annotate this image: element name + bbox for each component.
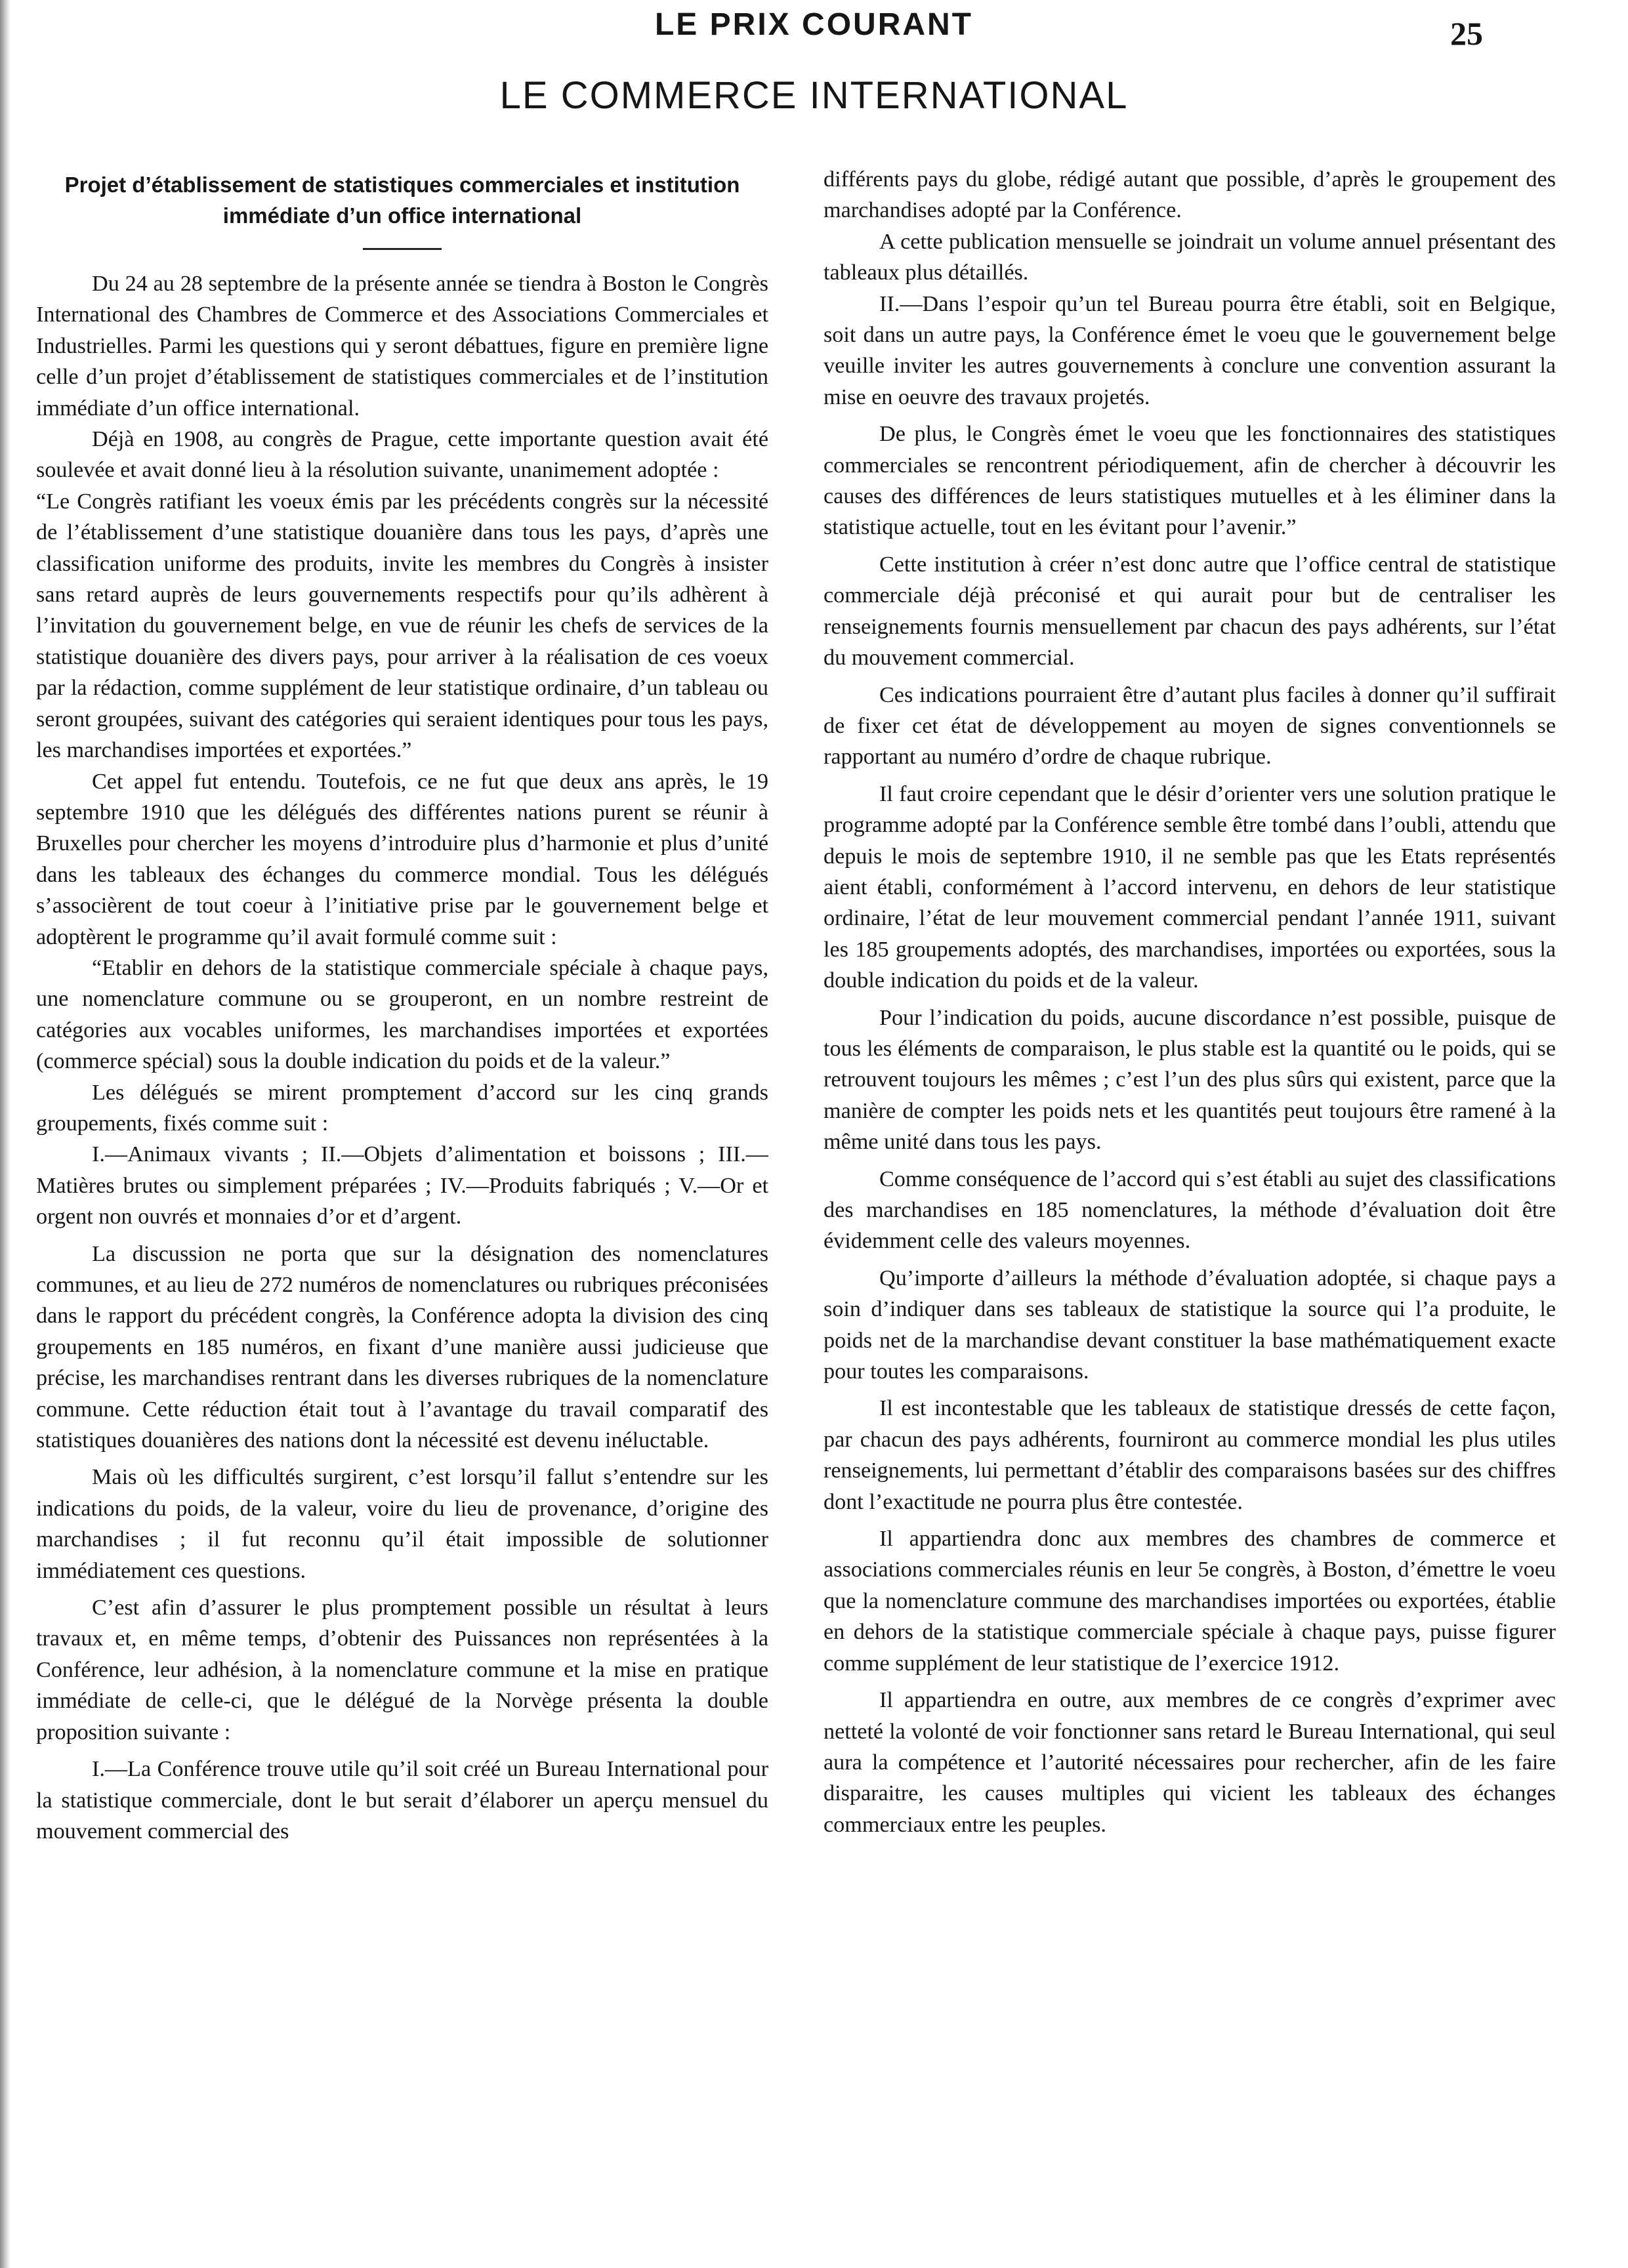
paragraph: Cette institution à créer n’est donc autre que l’office central de statistique commerciale déjà préconisé et qui aurait pour but de centraliser les renseignements fournis mensuellement par chacun des pays adhérents, sur l’état du mouvement commercial. xyxy=(824,552,1556,670)
paragraph: Mais où les difficultés surgirent, c’est lorsqu’il fallut s’entendre sur les indications du poids, de la valeur, voire du lieu de provenance, d’origine des marchandises ; il fut reconnu qu’il était impossible de solutionner immédiatement ces questions. xyxy=(36,1465,768,1583)
paragraph: C’est afin d’assurer le plus promptement possible un résultat à leurs travaux et, en même temps, d’obtenir des Puissances non représentées à la Conférence, leur adhésion, à la nomenclature commune et la mise en pratique immédiate de celle-ci, que le délégué de la Norvège présenta la double proposition suivante : xyxy=(36,1596,768,1744)
left-column xyxy=(36,164,768,2231)
paragraph: Il appartiendra donc aux membres des chambres de commerce et associations commerciales réunis en leur 5e congrès, à Boston, d’émettre le voeu que la nomenclature commune des marchandises importées ou exportées, établie en dehors de la statistique commerciale spéciale à chaque pays, puisse figurer comme supplément de leur statistique de l’exercice 1912. xyxy=(824,1527,1556,1676)
paragraph: Il faut croire cependant que le désir d’orienter vers une solution pratique le programme adopté par la Conférence semble être tombé dans l’oubli, attendu que depuis le mois de septembre 1910, il ne semble pas que les Etats représentés aient établi, conformément à l’accord intervenu, en dehors de leur statistique ordinaire, l’état de leur mouvement commercial pendant l’année 1911, suivant les 185 groupements adoptés, des marchandises, importées ou exportées, sous la double indication du poids et de la valeur. xyxy=(824,781,1556,993)
paragraph: Ces indications pourraient être d’autant plus faciles à donner qu’il suffirait de fixer cet état de développement au moyen de signes conventionnels se rapportant au numéro d’ordre de chaque rubrique. xyxy=(824,682,1556,770)
scan-edge-shadow xyxy=(0,0,10,2268)
paragraph: Les délégués se mirent promptement d’accord sur les cinq grands groupements, fixés comme suit : xyxy=(36,1080,768,1136)
paragraph: La discussion ne porta que sur la désignation des nomenclatures communes, et au lieu de 272 numéros de nomenclatures ou rubriques préconisées dans le rapport du précédent congrès, la Conférence adopta la division des cinq groupements en 185 numéros, en fixant d’une manière aussi judicieuse que précise, les marchandises rentrant dans les diverses rubriques de la nomenclature commune. Cette réduction était tout à l’avantage du travail comparatif des statistiques douanières des nations dont la nécessité est devenu inéluctable. xyxy=(36,1241,768,1453)
right-column xyxy=(824,164,1556,2231)
paragraph: Pour l’indication du poids, aucune discordance n’est possible, puisque de tous les éléments de comparaison, le plus stable est la quantité ou le poids, qui se retrouvent toujours les mêmes ; c’est l’un des plus sûrs qui existent, parce que la manière de compter les poids nets et les quantités peut toujours être ramené à la même unité dans tous les pays. xyxy=(824,1005,1556,1155)
paragraph: I.—La Conférence trouve utile qu’il soit créé un Bureau International pour la statistique commerciale, dont le but serait d’élaborer un aperçu mensuel du mouvement commercial des xyxy=(36,1757,768,1844)
running-title: LE PRIX COURANT xyxy=(654,7,973,42)
group-list-paragraph: I.—Animaux vivants ; II.—Objets d’alimentation et boissons ; III.—Matières brutes ou simplement préparées ; IV.—Produits fabriqués ; V.—Or et orgent non ouvrés et monnaies d’or et d’argent. xyxy=(36,1142,768,1229)
quote-paragraph: “Le Congrès ratifiant les voeux émis par les précédents congrès sur la nécessité de l’établissement d’une statistique douanière dans tous les pays, d’après une classification uniforme des produits, invite les membres du Congrès à insister sans retard auprès de leurs gouvernements respectifs pour qu’ils adhèrent à l’invitation du gouvernement belge, en vue de réunir les chefs de services de la statistique douanière des divers pays, pour arriver à la réalisation de ces voeux par la rédaction, comme supplément de leur statistique ordinaire, d’un tableau ou seront groupées, suivant des catégories qui seraient identiques pour tous les pays, les marchandises importées et exportées.” xyxy=(36,489,768,763)
paragraph: Comme conséquence de l’accord qui s’est établi au sujet des classifications des marchandises en 185 nomenclatures, la méthode d’évaluation doit être évidemment celle des valeurs moyennes. xyxy=(824,1166,1556,1254)
paragraph: différents pays du globe, rédigé autant que possible, d’après le groupement des marchandises adopté par la Conférence. xyxy=(824,167,1556,223)
paragraph: Cet appel fut entendu. Toutefois, ce ne fut que deux ans après, le 19 septembre 1910 que les délégués des différentes nations purent se réunir à Bruxelles pour chercher les moyens d’introduire plus d’harmonie et plus d’unité dans les tableaux des échanges du commerce mondial. Tous les délégués s’associèrent de tout coeur à l’initiative prise par le gouvernement belge et adoptèrent le programme qu’il avait formulé comme suit : xyxy=(36,769,768,949)
paragraph: De plus, le Congrès émet le voeu que les fonctionnaires des statistiques commerciales se rencontrent périodiquement, afin de chercher à découvrir les causes des différences de leurs statistiques mutuelles et à les éliminer dans la statistique actuelle, tout en les évitant pour l’avenir.” xyxy=(824,422,1556,540)
paragraph: Il appartiendra en outre, aux membres de ce congrès d’exprimer avec netteté la volonté de voir fonctionner sans retard le Bureau International, qui seul aura la compétence et l’autorité nécessaires pour rechercher, afin de les faire disparaitre, les causes multiples qui vicient les tableaux des échanges commerciaux entre les peuples. xyxy=(824,1688,1556,1837)
page-number: 25 xyxy=(1450,15,1483,52)
paragraph: Il est incontestable que les tableaux de statistique dressés de cette façon, par chacun des pays adhérents, fourniront au commerce mondial les plus utiles renseignements, lui permettant d’établir des comparaisons basées sur des chiffres dont l’exactitude ne pourra plus être contestée. xyxy=(824,1396,1556,1514)
paragraph: II.—Dans l’espoir qu’un tel Bureau pourra être établi, soit en Belgique, soit dans un autre pays, la Conférence émet le voeu que le gouvernement belge veuille inviter les autres gouvernements à conclure une convention assurant la mise en oeuvre des travaux projetés. xyxy=(824,291,1556,409)
article-title: Projet d’établissement de statistiques commerciales et institution immédiate d’un office international xyxy=(64,173,740,228)
quote-paragraph: “Etablir en dehors de la statistique commerciale spéciale à chaque pays, une nomenclature commune ou se grouperont, en un nombre restreint de catégories aux vocables uniformes, les marchandises importées et exportées (commerce spécial) sous la double indication du poids et de la valeur.” xyxy=(36,955,768,1074)
paragraph: Qu’importe d’ailleurs la méthode d’évaluation adoptée, si chaque pays a soin d’indiquer dans ses tableaux de statistique la source qui l’a produite, le poids net de la marchandise devant constituer la base mathématiquement exacte pour toutes les comparaisons. xyxy=(824,1266,1556,1384)
section-title: LE COMMERCE INTERNATIONAL xyxy=(499,74,1129,117)
paragraph: Du 24 au 28 septembre de la présente année se tiendra à Boston le Congrès International des Chambres de Commerce et des Associations Commerciales et Industrielles. Parmi les questions qui y seront débattues, figure en première ligne celle d’un projet d’établissement de statistiques commerciales et de l’institution immédiate d’un office international. xyxy=(36,272,768,421)
paragraph: Déjà en 1908, au congrès de Prague, cette importante question avait été soulevée et avait donné lieu à la résolution suivante, unanimement adoptée : xyxy=(36,427,768,483)
title-rule xyxy=(363,248,442,250)
paragraph: A cette publication mensuelle se joindrait un volume annuel présentant des tableaux plus détaillés. xyxy=(824,229,1556,285)
